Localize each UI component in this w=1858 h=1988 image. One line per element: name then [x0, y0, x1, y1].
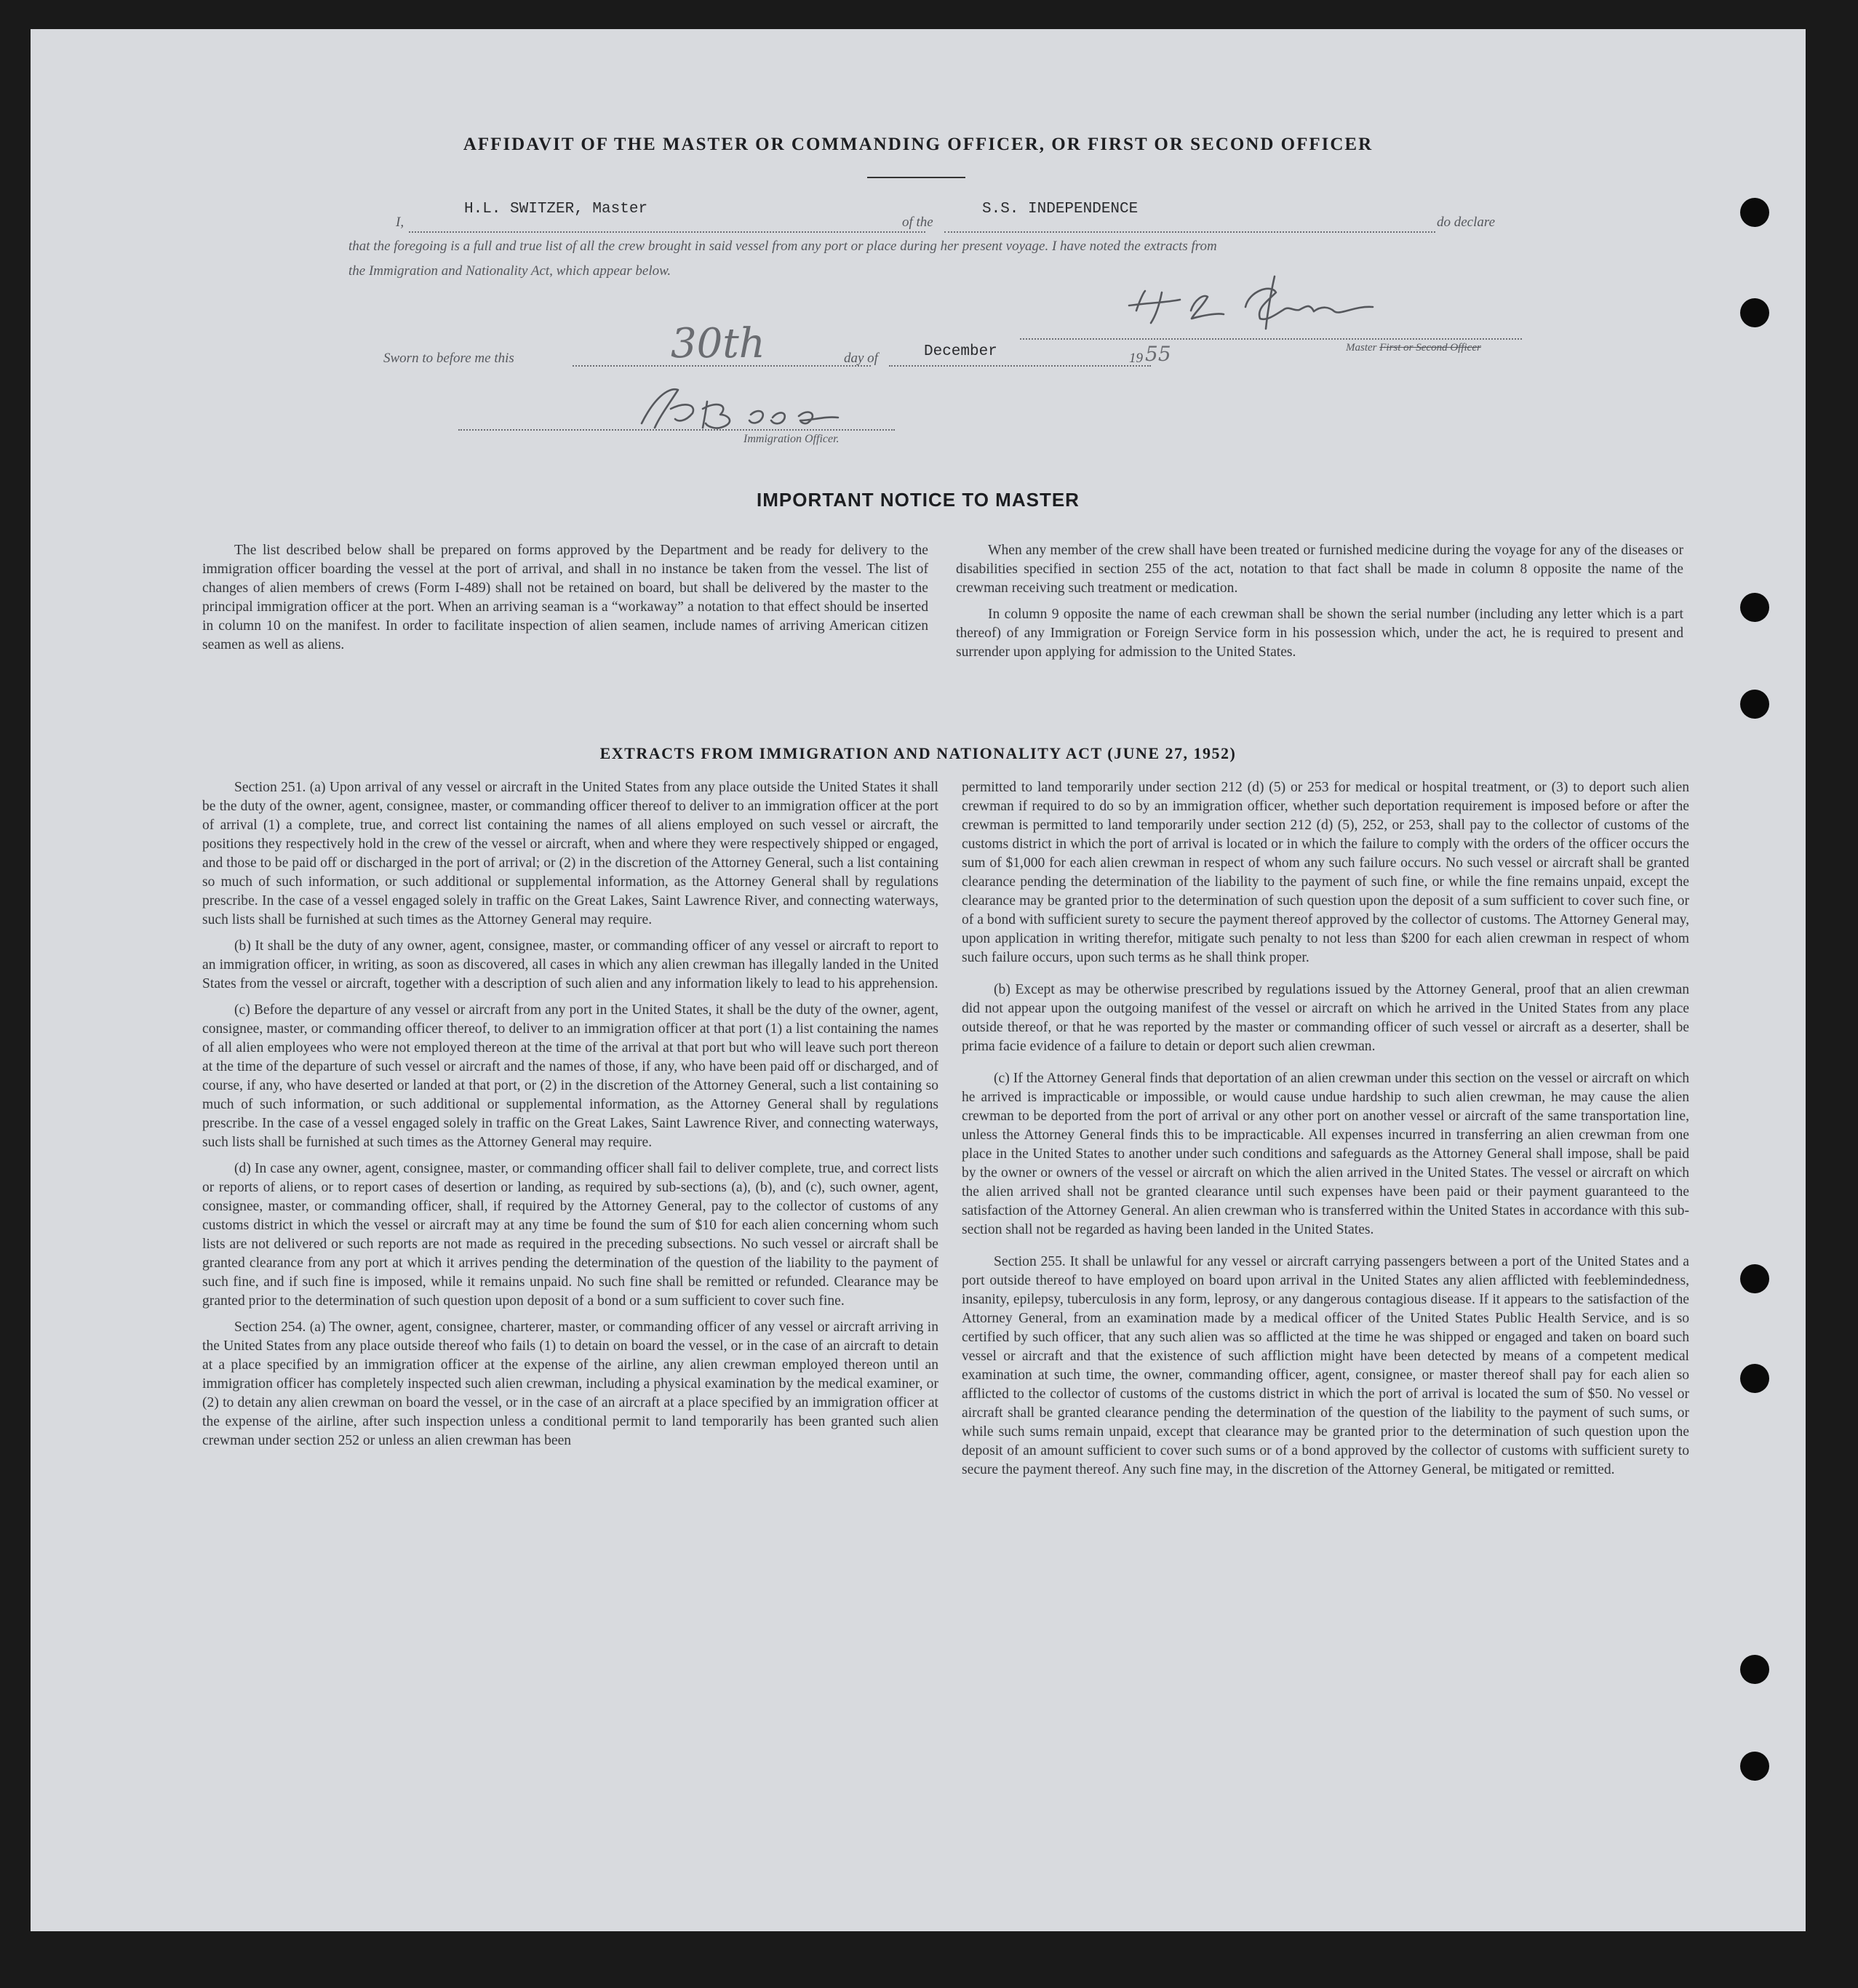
punch-hole — [1740, 690, 1769, 719]
document-page — [31, 29, 1806, 1931]
extract-paragraph: Section 251. (a) Upon arrival of any vessel or aircraft in the United States from any place outside the United States it shall be the duty of the owner, agent, consignee, master, or commanding officer thereof to deliver to an immigration officer at the port of arrival (1) a complete, true, and correct list containing the names of all aliens employed on such vessel or aircraft, the positions they respectively hold in the crew of the vessel or aircraft, when and where they were respectively shipped or engaged, and those to be paid off or discharged in the port of arrival; or (2) in the discretion of the Attorney General, such a list containing so much of such information, or such additional or supplemental information, as the Attorney General shall by regulations prescribe. In the case of a vessel engaged solely in traffic on the Great Lakes, Saint Lawrence River, and connecting waterways, such lists shall be furnished at such times as the Attorney General may require. — [202, 780, 938, 927]
day-of-label: day of — [844, 351, 878, 366]
month-line — [889, 365, 1151, 367]
notice-paragraph: In column 9 opposite the name of each crewman shall be shown the serial number (including any letter which is a part thereof) of any Immigration or Foreign Service form in his possession which, under the act, he is required to present and surrender upon applying for admission to the United States. — [956, 607, 1683, 660]
master-signature-line — [1020, 338, 1522, 340]
extract-paragraph: Section 255. It shall be unlawful for any vessel or aircraft carrying passengers between a port of the United States and a port outside thereof to have employed on board upon arrival in the United States any alien afflicted with feeblemindedness, insanity, epilepsy, tuberculosis in any form, leprosy, or any dangerous contagious disease. If it appears to the satisfaction of the Attorney General, from an examination made by a medical officer of the United States Public Health Service, and is so certified by such officer, that any such alien was so afflicted at the time he was shipped or engaged and taken on board such vessel or aircraft and that the existence of such affliction might have been detected by means of a competent medical examination at such time, the owner, commanding officer, agent, consignee, or master thereof shall pay for each alien so afflicted to the collector of customs of the customs district in which the port of arrival is located the sum of $50. No vessel or aircraft shall be granted clearance pending the determination of the question of the liability to the payment of such sums, or while such sums remain unpaid, except that clearance may be granted prior to the determination of such question upon the deposit of an amount sufficient to cover such sums or of a bond approved by the collector of customs with sufficient surety to secure the payment thereof. Any such fine may, in the discretion of the Attorney General, be mitigated or remitted. — [962, 1254, 1689, 1477]
master-name-line — [409, 231, 925, 233]
notice-paragraph: When any member of the crew shall have been treated or furnished medicine during the voyage for any of the diseases or disabilities specified in section 255 of the act, notation to that fact shall be made in column 8 opposite the name of the crewman receiving such treatment or medication. — [956, 543, 1683, 596]
extract-paragraph: permitted to land temporarily under section 212 (d) (5) or 253 for medical or hospital treatment, or (3) to deport such alien crewman if required to do so by an immigration officer, whether such deportation requirement is imposed before or after the crewman is permitted to land temporarily under section 212 (d) (5), 252, or 253, shall pay to the collector of customs of the customs district in which the port of arrival is located or in which the failure to comply with the orders of the officer occurs the sum of $1,000 for each alien crewman in respect of whom any such failure occurs. No such vessel or aircraft shall be granted clearance pending the determination of the liability to the payment of such fine, or while the fine remains unpaid, except the clearance may be granted prior to the determination of such question upon the deposit of a sum sufficient to cover such fine, or of a bond with sufficient surety to secure the payment thereof approved by the collector of customs. The Attorney General may, upon application in writing therefor, mitigate such penalty to not less than $200 for each alien crewman in respect of whom such failure occurs, upon such terms as he shall think proper. — [962, 780, 1689, 965]
sworn-label: Sworn to before me this — [383, 351, 514, 366]
punch-hole — [1740, 1752, 1769, 1781]
notice-right-column — [956, 541, 1683, 669]
extract-paragraph: (b) Except as may be otherwise prescribed by regulations issued by the Attorney General, proof that an alien crewman did not appear upon the outgoing manifest of the vessel or aircraft on which he arrived in the United States from any place outside thereof, or that he was reported by the master or commanding officer of such vessel or aircraft as a deserter, shall be prima facie evidence of a failure to detain or deport such alien crewman. — [962, 982, 1689, 1054]
extract-paragraph: (d) In case any owner, agent, consignee, master, or commanding officer shall fail to deliver complete, true, and correct lists or reports of aliens, or to report cases of desertion or landing, as required by sub-sections (a), (b), and (c), such owner, agent, consignee, master, or commanding officer, shall, if required by the Attorney General, pay to the collector of customs of any customs district in which the vessel or aircraft may at any time be found the sum of $10 for each alien concerning whom such lists are not delivered or such reports are not made as required in the preceding subsections. No such vessel or aircraft shall be granted clearance from any port at which it arrives pending the determination of the question of the liability to the payment of such fine, and if such fine is imposed, while it remains unpaid. No such fine shall be remitted or refunded. Clearance may be granted prior to the determination of such question upon deposit of a bond or a sum sufficient to cover such fine. — [202, 1161, 938, 1309]
sworn-month: December — [924, 343, 997, 360]
punch-hole — [1740, 1655, 1769, 1684]
immigration-officer-line — [458, 429, 895, 431]
extracts-right-column — [962, 778, 1689, 1487]
notice-paragraph: The list described below shall be prepared on forms approved by the Department and be ready for delivery to the immigration officer boarding the vessel at the port of arrival, and shall in no instance be taken from the vessel. The list of changes of alien members of crews (Form I-489) shall not be retained on board, but shall be delivered by the master to the principal immigration officer at the port. When an arriving seaman is a “workaway” a notation to that effect should be inserted in column 10 on the manifest. In order to facilitate inspection of alien seamen, include names of arriving American citizen seamen as well as aliens. — [202, 543, 928, 652]
master-name: H.L. SWITZER, Master — [464, 201, 648, 217]
punch-hole — [1740, 198, 1769, 227]
do-declare-label: do declare — [1437, 215, 1496, 230]
extracts-left-column — [202, 778, 938, 1458]
master-caption-text: Master — [1346, 342, 1377, 354]
master-caption — [1346, 342, 1481, 354]
extract-paragraph: Section 254. (a) The owner, agent, consignee, charterer, master, or commanding officer of any vessel or aircraft arriving in the United States from any place outside thereof who fails (1) to detain on board the vessel, or in the case of an aircraft to detain at a place specified by an immigration officer at the expense of the airline, any alien crewman employed thereon until an immigration officer has completely inspected such alien crewman, including a physical examination by the medical examiner, or (2) to detain any alien crewman on board the vessel, or in the case of an aircraft at a place specified by an immigration officer at the expense of the airline, after such inspection unless a conditional permit to land temporarily has been granted such alien crewman under section 252 or unless an alien crewman has been — [202, 1320, 938, 1448]
of-the-label: of the — [902, 215, 933, 230]
notice-left-column — [202, 541, 928, 662]
extract-paragraph: (b) It shall be the duty of any owner, agent, consignee, master, or commanding officer of any vessel or aircraft to report to an immigration officer, in writing, as soon as discovered, all cases in which any alien crewman has illegally landed in the United States from the vessel or aircraft, together with a description of such alien and any information likely to lead to his apprehension. — [202, 938, 938, 991]
declaration-text: the Immigration and Nationality Act, which appear below. — [348, 263, 671, 279]
punch-hole — [1740, 1264, 1769, 1293]
i-label: I, — [396, 215, 404, 230]
sworn-day: 30th — [671, 320, 765, 367]
punch-hole — [1740, 593, 1769, 622]
extracts-heading: EXTRACTS FROM IMMIGRATION AND NATIONALITY ACT (JUNE 27, 1952) — [599, 744, 1237, 762]
extract-paragraph: (c) If the Attorney General finds that deportation of an alien crewman under this section on the vessel or aircraft on which he arrived is impracticable or impossible, or would cause undue hardship to such alien crewman, he may cause the alien crewman to be deported from the port of arrival or any other port on another vessel or aircraft of the same transportation line, unless the Attorney General finds this to be impracticable. All expenses incurred in transferring an alien crewman from one place in the United States to another under such conditions and safeguards as the Attorney General shall impose, shall be paid by the owner or owners of the vessel or aircraft on which the alien arrived in the United States. The vessel or aircraft on which the alien arrived shall not be granted clearance until such expenses have been paid or their payment guaranteed to the satisfaction of the Attorney General. An alien crewman who is transferred within the United States in accordance with this sub-section shall not be regarded as having been landed in the United States. — [962, 1071, 1689, 1237]
struck-officer-caption: First or Second Officer — [1379, 342, 1481, 354]
year-prefix: 19 — [1129, 351, 1143, 366]
punch-hole — [1740, 1364, 1769, 1393]
title-rule — [867, 177, 965, 178]
vessel-name: S.S. INDEPENDENCE — [982, 201, 1139, 217]
immigration-officer-caption: Immigration Officer. — [743, 433, 840, 445]
year-suffix: 55 — [1145, 342, 1171, 366]
declaration-text: that the foregoing is a full and true list of all the crew brought in said vessel from any port or place during her present voyage. I have noted the extracts from — [348, 239, 1217, 254]
punch-hole — [1740, 298, 1769, 327]
notice-heading: IMPORTANT NOTICE TO MASTER — [757, 489, 1080, 511]
affidavit-title: AFFIDAVIT OF THE MASTER OR COMMANDING OFFICER, OR FIRST OR SECOND OFFICER — [463, 135, 1373, 154]
extract-paragraph: (c) Before the departure of any vessel or aircraft from any port in the United States, it shall be the duty of the owner, agent, consignee, master, or commanding officer thereof, to deliver to an immigration officer at that port (1) a list containing the names of all alien employees who were not employed thereon at the time of the arrival at that port but who will leave such port thereon at the time of the departure of such vessel or aircraft and the names of those, if any, who have been paid off or discharged, and of course, if any, who have deserted or landed at that port, or (2) in the discretion of the Attorney General, such a list containing so much of such information, or such additional or supplemental information, as the Attorney General shall by regulations prescribe. In the case of a vessel engaged solely in traffic on the Great Lakes, Saint Lawrence River, and connecting waterways, such lists shall be furnished at such times as the Attorney General may require. — [202, 1002, 938, 1150]
vessel-name-line — [944, 231, 1435, 233]
